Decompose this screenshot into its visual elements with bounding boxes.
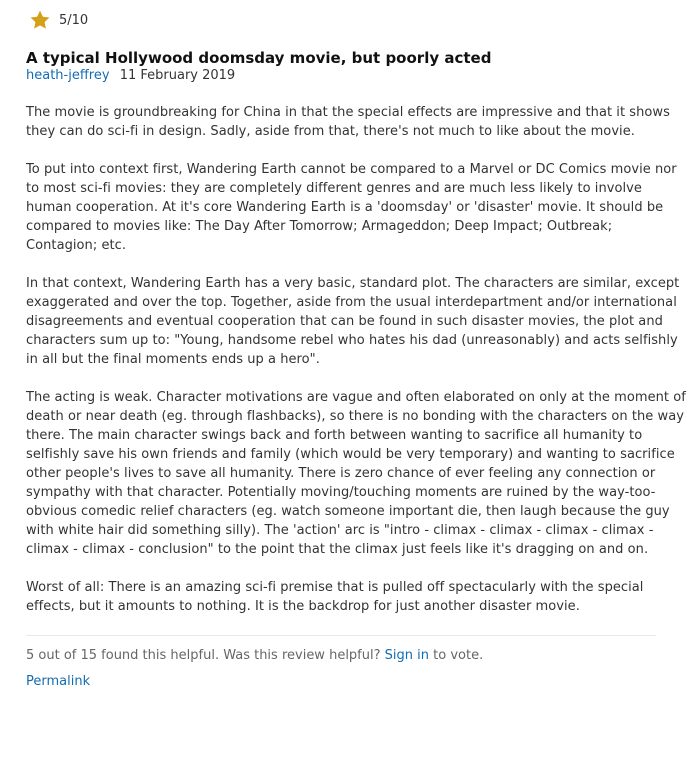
review-body	[26, 103, 686, 616]
review-title: A typical Hollywood doomsday movie, but poorly acted	[26, 49, 492, 67]
helpful-count-text: 5 out of 15 found this helpful. Was this review helpful?	[26, 648, 381, 663]
review-author-link[interactable]: heath-jeffrey	[26, 68, 110, 83]
helpful-suffix-text: to vote.	[433, 648, 484, 663]
review-meta	[26, 68, 686, 84]
permalink-link[interactable]: Permalink	[26, 674, 91, 689]
review-paragraph: Worst of all: There is an amazing sci-fi premise that is pulled off spectacularly with the special effects, but it amounts to nothing. It is the backdrop for just another disaster movie.	[26, 580, 644, 614]
rating-value: 5/10	[59, 12, 89, 28]
star-icon	[29, 9, 51, 31]
divider	[26, 635, 656, 636]
sign-in-link[interactable]: Sign in	[384, 648, 429, 663]
review-paragraph: The acting is weak. Character motivations are vague and often elaborated on only at the moment of death or near death (eg. through flashbacks), so there is no bonding with the characters on the way there. The main character swings back and forth between wanting to sacrifice all humanity to selfishly save his own friends and family (which would be very temporary) and wanting to sacrifice other people's lives to save all humanity. There is zero chance of ever feeling any connection or sympathy with that character. Potentially moving/touching moments are ruined by the way-too-obvious comedic relief characters (eg. watch someone important die, then laugh because the guy with white hair did something silly). The 'action' arc is "intro - climax - climax - climax - climax - climax - climax - conclusion" to the point that the climax just feels like it's dragging on and on.	[26, 390, 686, 557]
review-date: 11 February 2019	[119, 68, 236, 83]
review-paragraph: In that context, Wandering Earth has a very basic, standard plot. The characters are similar, except exaggerated and over the top. Together, aside from the usual interdepartment and/or international disagreements and eventual cooperation that can be found in such disaster movies, the plot and characters sum up to: "Young, handsome rebel who hates his dad (unreasonably) and acts selfishly in all but the final moments ends up a hero".	[26, 276, 680, 367]
review-rating	[29, 8, 686, 32]
review-paragraph: The movie is groundbreaking for China in that the special effects are impressive and that it shows they can do sci-fi in design. Sadly, aside from that, there's not much to like about the movie.	[26, 105, 670, 139]
review-paragraph: To put into context first, Wandering Earth cannot be compared to a Marvel or DC Comics movie nor to most sci-fi movies: they are completely different genres and are much less likely to involve human cooperation. At it's core Wandering Earth is a 'doomsday' or 'disaster' movie. It should be compared to movies like: The Day After Tomorrow; Armageddon; Deep Impact; Outbreak; Contagion; etc.	[26, 162, 677, 253]
helpful-vote-line	[26, 648, 686, 664]
